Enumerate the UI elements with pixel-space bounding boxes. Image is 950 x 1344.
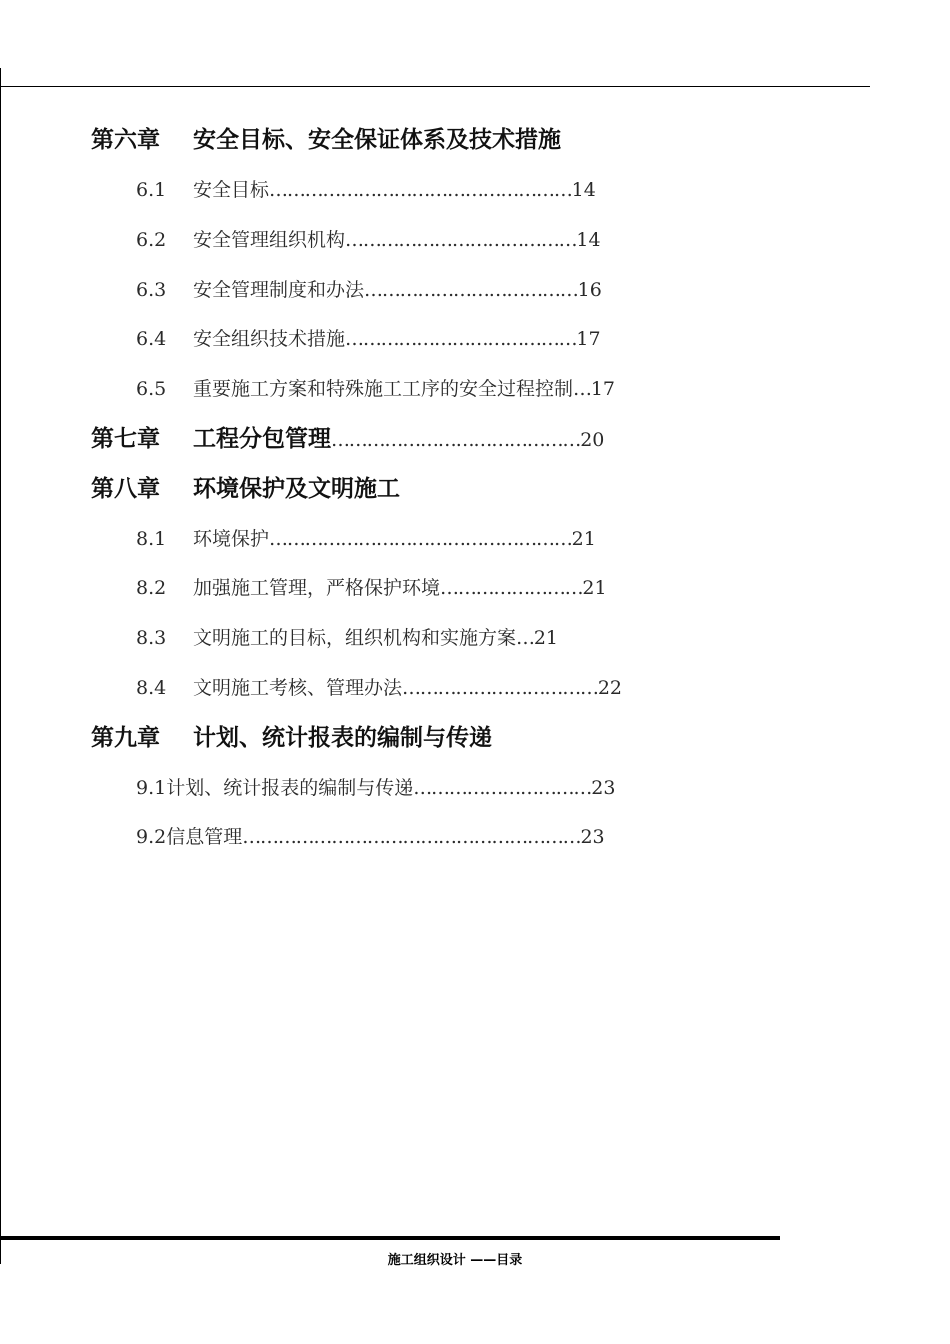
chapter-title: 环境保护及文明施工	[193, 476, 400, 502]
chapter-number: 第九章	[91, 725, 160, 751]
leader-dots: …………………………	[413, 777, 592, 799]
page-number: 14	[571, 179, 596, 201]
section-title: 加强施工管理，严格保护环境	[193, 577, 441, 599]
toc-section-6-1[interactable]	[136, 181, 596, 200]
section-title: 安全目标	[193, 179, 270, 201]
section-number: 6.4	[136, 328, 167, 350]
page-number: 17	[576, 328, 601, 350]
leader-dots: …………………………………………………	[242, 826, 581, 848]
toc-section-6-2[interactable]	[136, 231, 601, 250]
page-number: 23	[580, 826, 605, 848]
toc-chapter-9[interactable]	[91, 727, 492, 750]
chapter-title: 工程分包管理	[193, 426, 331, 452]
page-number: 21	[582, 577, 607, 599]
leader-dots: …………………………………	[345, 229, 577, 251]
toc-section-6-4[interactable]	[136, 330, 601, 349]
leader-dots: ……………………	[440, 577, 583, 599]
leader-dots: …	[573, 378, 591, 400]
chapter-number: 第七章	[91, 426, 160, 452]
page-number: 20	[580, 429, 605, 451]
toc-section-8-3[interactable]	[136, 629, 558, 648]
toc-section-6-5[interactable]	[136, 380, 615, 399]
section-number: 6.5	[136, 378, 167, 400]
page-number: 21	[571, 528, 596, 550]
page-number: 14	[576, 229, 601, 251]
page-number: 21	[533, 627, 559, 649]
section-title: 文明施工的目标，组织机构和实施方案	[193, 627, 517, 649]
section-number: 6.3	[136, 279, 167, 301]
toc-chapter-6[interactable]	[91, 129, 561, 152]
leader-dots: ……………………………………	[331, 429, 581, 451]
chapter-title: 安全目标、安全保证体系及技术措施	[193, 127, 561, 153]
leader-dots: …………………………………	[345, 328, 577, 350]
section-number: 8.2	[136, 577, 167, 599]
page-footer: 施工组织设计 ——目录	[387, 1253, 523, 1268]
chapter-number: 第八章	[91, 476, 160, 502]
section-number: 6.2	[136, 229, 167, 251]
section-number: 8.4	[136, 677, 167, 699]
section-number: 8.1	[136, 528, 167, 550]
toc-section-8-2[interactable]	[136, 579, 607, 598]
leader-dots: ………………………………	[364, 279, 578, 301]
page-number: 22	[597, 677, 623, 699]
section-number: 8.3	[136, 627, 167, 649]
section-title: 安全管理制度和办法	[193, 279, 365, 301]
chapter-number: 第六章	[91, 127, 160, 153]
page-number: 23	[591, 777, 616, 799]
page-number: 17	[590, 378, 616, 400]
leader-dots: …	[516, 627, 534, 649]
section-number: 6.1	[136, 179, 167, 201]
header-rule	[0, 86, 870, 87]
page-number: 16	[577, 279, 602, 301]
leader-dots: ……………………………………………	[269, 179, 572, 201]
toc-chapter-7[interactable]	[91, 428, 604, 451]
toc-section-6-3[interactable]	[136, 281, 602, 300]
toc-section-8-4[interactable]	[136, 679, 622, 698]
section-title: 安全管理组织机构	[193, 229, 346, 251]
toc-section-9-1[interactable]	[136, 779, 615, 798]
section-number: 9.1	[136, 777, 167, 799]
section-title: 文明施工考核、管理办法	[193, 677, 403, 699]
left-margin-rule	[0, 68, 1, 1264]
section-number: 9.2	[136, 826, 167, 848]
leader-dots: ……………………………	[402, 677, 598, 699]
section-title: 重要施工方案和特殊施工工序的安全过程控制	[193, 378, 574, 400]
chapter-title: 计划、统计报表的编制与传递	[193, 725, 492, 751]
section-title: 计划、统计报表的编制与传递	[166, 777, 414, 799]
section-title: 安全组织技术措施	[193, 328, 346, 350]
toc-chapter-8[interactable]	[91, 478, 400, 501]
section-title: 信息管理	[166, 826, 243, 848]
section-title: 环境保护	[193, 528, 270, 550]
toc-section-9-2[interactable]	[136, 828, 605, 847]
toc-section-8-1[interactable]	[136, 530, 596, 549]
footer-rule	[0, 1236, 780, 1240]
leader-dots: ……………………………………………	[269, 528, 572, 550]
